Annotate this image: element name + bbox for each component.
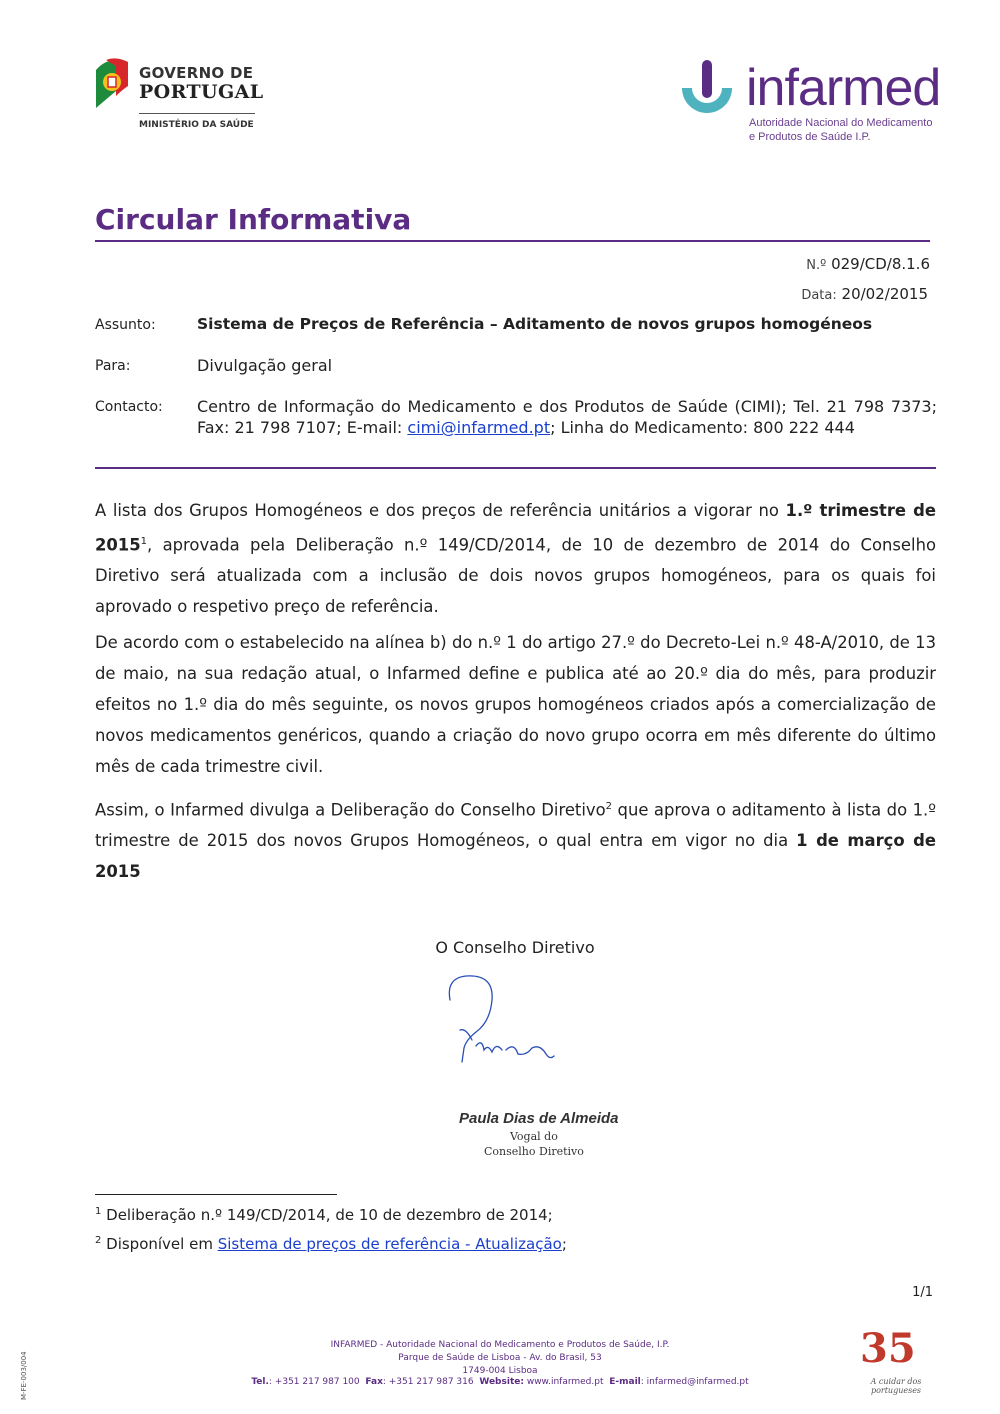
footer-contact-line — [200, 1377, 800, 1387]
contact-label: Contacto: — [95, 399, 163, 415]
gov-logo-subtitle: MINISTÉRIO DA SAÚDE — [139, 120, 254, 130]
title-divider — [95, 240, 930, 242]
to-label: Para: — [95, 358, 131, 374]
footnote-ref-2: 2 — [605, 801, 613, 812]
signatory-name: Paula Dias de Almeida — [459, 1110, 619, 1127]
p3-text-b: que aprova o aditamento à lista do 1.º trimestre de 2015 dos novos Grupos Homogéneos, o qual entra em vigor no dia — [95, 800, 936, 851]
number-value: 029/CD/8.1.6 — [831, 255, 930, 273]
anniversary-number: 35 — [860, 1325, 916, 1372]
anniversary-tagline: A cuidar dos portugueses — [870, 1377, 922, 1395]
footnote-2 — [95, 1235, 567, 1253]
document-date — [801, 285, 928, 303]
portugal-flag-emblem-icon — [92, 56, 132, 114]
infarmed-logo — [676, 58, 941, 148]
footnote-divider — [95, 1194, 337, 1195]
number-label: N.º — [806, 258, 827, 273]
footer-fax-value: : +351 217 987 316 — [382, 1377, 474, 1387]
footnote-1-number: 1 — [95, 1206, 102, 1217]
side-form-code — [14, 1340, 54, 1400]
footer-tel-value: : +351 217 987 100 — [268, 1377, 360, 1387]
footnote-2-number: 2 — [95, 1235, 102, 1246]
contact-text-before: Centro de Informação do Medicamento e dos Produtos de Saúde (CIMI); Tel. 21 798 7373; Fax: 21 798 7107; E-mail: — [197, 397, 937, 437]
infarmed-wordmark: infarmed — [746, 59, 941, 117]
signoff-text: O Conselho Diretivo — [435, 938, 595, 957]
subject-label: Assunto: — [95, 317, 156, 333]
body-paragraph-3 — [95, 791, 936, 887]
footer-tel-label: Tel. — [251, 1377, 269, 1387]
date-label: Data: — [801, 288, 837, 303]
signatory-role-line1: Vogal do — [510, 1130, 558, 1143]
header-divider — [95, 467, 936, 469]
footnote-2-text-before: Disponível em — [101, 1235, 218, 1253]
p3-bold: 1 de março de 2015 — [95, 831, 936, 882]
footer-email-label: E-mail — [609, 1377, 641, 1387]
footer-email-value[interactable]: : infarmed@infarmed.pt — [640, 1377, 749, 1387]
gov-logo-divider — [139, 113, 255, 114]
to-value: Divulgação geral — [197, 356, 333, 375]
gov-logo-line2: PORTUGAL — [139, 81, 264, 103]
gov-logo-line1: GOVERNO DE — [139, 64, 254, 82]
footnote-2-text-after: ; — [561, 1235, 567, 1253]
page-number: 1/1 — [912, 1285, 933, 1300]
contact-value — [197, 396, 937, 438]
anniversary-35-logo — [856, 1325, 936, 1395]
footer-line3: 1749-004 Lisboa — [462, 1366, 538, 1376]
p1-text-b: , aprovada pela Deliberação n.º 149/CD/2014, de 10 de dezembro de 2014 do Conselho Diretivo será atualizada com a inclusão de dois novos grupos homogéneos, para os quais foi aprovado o respetivo preço de referência. — [95, 535, 936, 617]
handwritten-signature — [436, 970, 566, 1070]
signatory-role-line2: Conselho Diretivo — [484, 1145, 584, 1158]
infarmed-mark-icon — [676, 58, 738, 122]
document-title: Circular Informativa — [95, 203, 412, 236]
footer-line1: INFARMED - Autoridade Nacional do Medicamento e Produtos de Saúde, I.P. — [330, 1340, 670, 1350]
document-number — [806, 255, 930, 273]
side-form-code-text: M-FE-003/004 — [20, 1351, 28, 1400]
date-value: 20/02/2015 — [841, 285, 928, 303]
footnote-1 — [95, 1206, 553, 1224]
infarmed-subtitle — [749, 116, 932, 144]
infarmed-subtitle-line2: e Produtos de Saúde I.P. — [749, 131, 871, 143]
contact-email-link[interactable]: cimi@infarmed.pt — [407, 418, 551, 437]
footer-line2: Parque de Saúde de Lisboa - Av. do Brasil, 53 — [398, 1353, 602, 1363]
p1-text-a: A lista dos Grupos Homogéneos e dos preços de referência unitários a vigorar no — [95, 501, 786, 520]
footer-website-link[interactable]: www.infarmed.pt — [526, 1377, 604, 1387]
subject-value: Sistema de Preços de Referência – Aditamento de novos grupos homogéneos — [197, 315, 873, 333]
footnote-1-text: Deliberação n.º 149/CD/2014, de 10 de dezembro de 2014; — [101, 1206, 553, 1224]
governo-portugal-logo — [92, 56, 262, 140]
footer-fax-label: Fax — [365, 1377, 383, 1387]
footer-website-label: Website: — [479, 1377, 524, 1387]
contact-text-after: ; Linha do Medicamento: 800 222 444 — [550, 418, 855, 437]
footnote-ref-1: 1 — [140, 536, 147, 547]
p3-text-a: Assim, o Infarmed divulga a Deliberação do Conselho Diretivo — [95, 800, 606, 820]
body-paragraph-2: De acordo com o estabelecido na alínea b) do n.º 1 do artigo 27.º do Decreto-Lei n.º 48-A/2010, de 13 de maio, na sua redação atual, o Infarmed define e publica até ao 20.º dia do mês, para produzir efeitos no 1.º dia do mês seguinte, os novos grupos homogéneos criados após a comercialização de novos medicamentos genéricos, quando a criação do novo grupo ocorra em mês diferente do último mês de cada trimestre civil. — [95, 633, 936, 776]
footnote-2-link[interactable]: Sistema de preços de referência - Atualização — [217, 1235, 562, 1253]
p1-bold: 1.º trimestre de 2015 — [95, 501, 936, 555]
body-paragraph-1 — [95, 495, 936, 622]
infarmed-subtitle-line1: Autoridade Nacional do Medicamento — [749, 117, 933, 129]
